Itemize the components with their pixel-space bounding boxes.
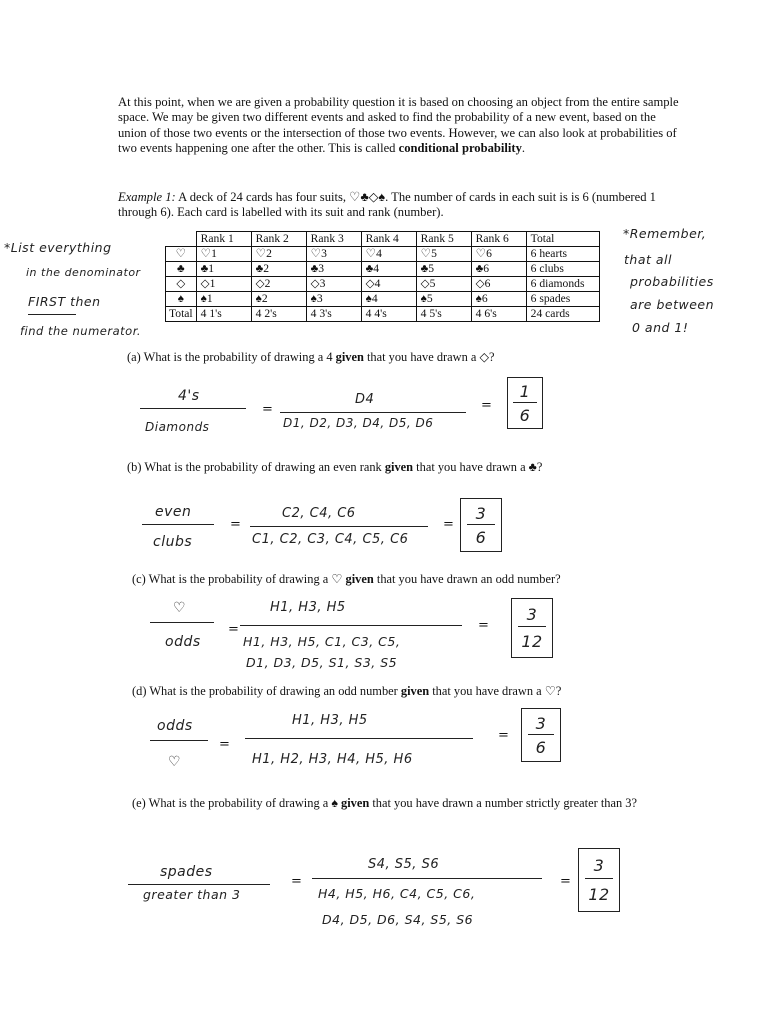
prompt-text: that you have drawn a ♡? — [429, 684, 562, 698]
table-cell: ♣4 — [361, 262, 416, 277]
answer-box — [511, 598, 553, 658]
set-numerator: S4, S5, S6 — [368, 857, 440, 872]
answer-numerator: 3 — [535, 714, 547, 733]
table-cell: ♠4 — [361, 292, 416, 307]
example-label: Example 1: — [118, 190, 176, 204]
intro-bold-term: conditional probability — [398, 141, 522, 156]
table-cell: ◇6 — [471, 277, 526, 292]
table-header-row — [166, 232, 600, 247]
right-note-line: *Remember, — [623, 226, 707, 241]
header-cell: Rank 4 — [361, 232, 416, 247]
table-total-row — [166, 307, 600, 322]
answer-denominator: 12 — [521, 632, 543, 651]
left-note-line: in the denominator — [26, 266, 141, 279]
table-row — [166, 247, 600, 262]
answer-numerator: 1 — [519, 382, 531, 401]
right-note-line: that all — [624, 252, 672, 267]
table-cell: ◇5 — [416, 277, 471, 292]
prompt-text: (e) What is the probability of drawing a ♠ — [132, 796, 342, 810]
answer-numerator: 3 — [526, 605, 538, 624]
set-numerator: C2, C4, C6 — [282, 506, 356, 521]
equals-sign: = — [478, 618, 489, 633]
header-cell: Rank 2 — [251, 232, 306, 247]
right-note-line: probabilities — [630, 274, 714, 289]
set-denominator: C1, C2, C3, C4, C5, C6 — [252, 532, 409, 547]
table-cell: 4 3's — [306, 307, 361, 322]
prompt-text: that you have drawn an odd number? — [373, 572, 561, 586]
question-c-prompt — [132, 571, 561, 587]
table-cell: ♡2 — [251, 247, 306, 262]
handwritten-numerator: 4's — [178, 388, 200, 404]
table-cell: ♡3 — [306, 247, 361, 262]
equals-sign: = — [443, 517, 454, 532]
prompt-text: (c) What is the probability of drawing a ♡ — [132, 572, 346, 586]
set-denominator: H4, H5, H6, C4, C5, C6, — [318, 886, 476, 901]
handwritten-denominator: greater than 3 — [143, 887, 241, 902]
header-cell: Rank 5 — [416, 232, 471, 247]
table-cell: ♠3 — [306, 292, 361, 307]
prompt-given: given — [400, 684, 430, 698]
table-cell: 4 4's — [361, 307, 416, 322]
question-a-prompt — [127, 349, 495, 365]
fraction-bar — [150, 622, 214, 623]
table-cell: ♠6 — [471, 292, 526, 307]
equals-sign: = — [481, 398, 492, 413]
set-numerator: H1, H3, H5 — [270, 600, 346, 615]
left-note-line: *List everything — [4, 240, 112, 255]
answer-numerator: 3 — [593, 856, 605, 875]
equals-sign: = — [228, 622, 239, 637]
header-cell: Rank 1 — [196, 232, 251, 247]
table-row — [166, 262, 600, 277]
prompt-text: that you have drawn a ♣? — [413, 460, 543, 474]
answer-box — [578, 848, 620, 912]
intro-text: At this point, when we are given a probability question it is based on choosing an object from the entire sample space. We may be given two different events and asked to find the probability of a new event, based on the union of those two events or the intersection of those two events. However, we can also look at probabilities of two events happening one after the other. This is called — [118, 95, 679, 156]
answer-bar — [513, 402, 537, 403]
prompt-text: (b) What is the probability of drawing an even rank — [127, 460, 385, 474]
table-cell: ♣5 — [416, 262, 471, 277]
table-cell: ◇3 — [306, 277, 361, 292]
table-cell: ♡4 — [361, 247, 416, 262]
prompt-text: (a) What is the probability of drawing a 4 — [127, 350, 336, 364]
answer-bar — [518, 626, 546, 627]
table-cell: 4 1's — [196, 307, 251, 322]
handwritten-denominator: clubs — [153, 534, 193, 550]
set-numerator: D4 — [355, 392, 375, 407]
left-note-line: FIRST then — [28, 294, 101, 309]
table-cell: ♠5 — [416, 292, 471, 307]
suit-cell: ♠ — [166, 292, 197, 307]
set-denominator-line2: D1, D3, D5, S1, S3, S5 — [246, 655, 398, 670]
fraction-bar — [140, 408, 246, 409]
fraction-bar — [312, 878, 542, 879]
table-cell: ♡6 — [471, 247, 526, 262]
prompt-text: that you have drawn a number strictly greater than 3? — [369, 796, 637, 810]
answer-box — [460, 498, 502, 552]
handwritten-numerator: odds — [157, 718, 193, 734]
set-denominator: H1, H3, H5, C1, C3, C5, — [243, 634, 401, 649]
header-cell: Rank 6 — [471, 232, 526, 247]
equals-sign: = — [560, 874, 571, 889]
table-cell: ♣2 — [251, 262, 306, 277]
suit-cell: ◇ — [166, 277, 197, 292]
table-cell: ◇2 — [251, 277, 306, 292]
fraction-bar — [150, 740, 208, 741]
handwritten-numerator: spades — [160, 864, 213, 880]
table-corner — [166, 232, 197, 247]
table-cell: ♠2 — [251, 292, 306, 307]
equals-sign: = — [219, 737, 230, 752]
table-row — [166, 292, 600, 307]
table-cell: 24 cards — [526, 307, 599, 322]
answer-denominator: 12 — [588, 885, 610, 904]
question-d-prompt — [132, 683, 561, 699]
set-denominator: D1, D2, D3, D4, D5, D6 — [283, 416, 434, 430]
equals-sign: = — [498, 728, 509, 743]
left-note-line: find the numerator. — [20, 324, 142, 338]
fraction-bar — [142, 524, 214, 525]
handwritten-numerator: even — [155, 504, 192, 520]
handwritten-numerator: ♡ — [173, 600, 187, 616]
right-note-line: are between — [630, 297, 715, 312]
suit-cell: ♡ — [166, 247, 197, 262]
right-note-line: 0 and 1! — [632, 320, 689, 335]
set-numerator: H1, H3, H5 — [292, 713, 368, 728]
left-note-underline — [28, 314, 76, 315]
table-cell: 6 diamonds — [526, 277, 599, 292]
prompt-given: given — [345, 572, 374, 586]
answer-numerator: 3 — [475, 504, 487, 523]
answer-bar — [467, 524, 495, 525]
table-cell: 6 spades — [526, 292, 599, 307]
answer-bar — [528, 734, 555, 735]
set-denominator-line2: D4, D5, D6, S4, S5, S6 — [322, 912, 474, 927]
table-cell: ♣6 — [471, 262, 526, 277]
fraction-bar — [280, 412, 466, 413]
suit-cell: ♣ — [166, 262, 197, 277]
set-denominator: H1, H2, H3, H4, H5, H6 — [252, 752, 413, 767]
table-cell: 4 2's — [251, 307, 306, 322]
intro-period: . — [521, 141, 526, 156]
table-row — [166, 277, 600, 292]
question-b-prompt — [127, 460, 542, 475]
example-statement — [118, 190, 678, 221]
example-text: A deck of 24 cards has four suits, ♡♣◇♠. The number of cards in each suit is is 6 (numbered 1 through 6). Each card is labelled with its suit and rank (number). — [118, 190, 656, 220]
table-cell: 6 clubs — [526, 262, 599, 277]
table-cell: ♣3 — [306, 262, 361, 277]
answer-denominator: 6 — [475, 528, 487, 547]
equals-sign: = — [262, 402, 273, 417]
table-cell: ♡5 — [416, 247, 471, 262]
answer-box — [507, 377, 543, 429]
table-cell: 6 hearts — [526, 247, 599, 262]
total-label-cell: Total — [166, 307, 197, 322]
equals-sign: = — [230, 517, 241, 532]
intro-paragraph — [118, 95, 683, 157]
table-cell: 4 6's — [471, 307, 526, 322]
answer-denominator: 6 — [519, 406, 531, 425]
handwritten-denominator: odds — [165, 634, 201, 650]
handwritten-denominator: ♡ — [168, 754, 182, 770]
equals-sign: = — [291, 874, 302, 889]
table-cell: ◇4 — [361, 277, 416, 292]
question-e-prompt — [132, 796, 692, 811]
header-cell: Total — [526, 232, 599, 247]
fraction-bar — [240, 625, 462, 626]
table-cell: ♣1 — [196, 262, 251, 277]
answer-denominator: 6 — [535, 738, 547, 757]
answer-bar — [585, 878, 613, 879]
prompt-text: (d) What is the probability of drawing an odd number — [132, 684, 401, 698]
card-table — [165, 231, 600, 322]
table-cell: ♠1 — [196, 292, 251, 307]
fraction-bar — [250, 526, 428, 527]
table-cell: 4 5's — [416, 307, 471, 322]
fraction-bar — [128, 884, 270, 885]
table-cell: ♡1 — [196, 247, 251, 262]
answer-box — [521, 708, 561, 762]
prompt-text: that you have drawn a ◇? — [363, 350, 495, 364]
handwritten-denominator: Diamonds — [145, 420, 210, 434]
header-cell: Rank 3 — [306, 232, 361, 247]
table-cell: ◇1 — [196, 277, 251, 292]
prompt-given: given — [341, 796, 370, 810]
prompt-given: given — [384, 460, 414, 474]
prompt-given: given — [335, 350, 364, 364]
fraction-bar — [245, 738, 473, 739]
